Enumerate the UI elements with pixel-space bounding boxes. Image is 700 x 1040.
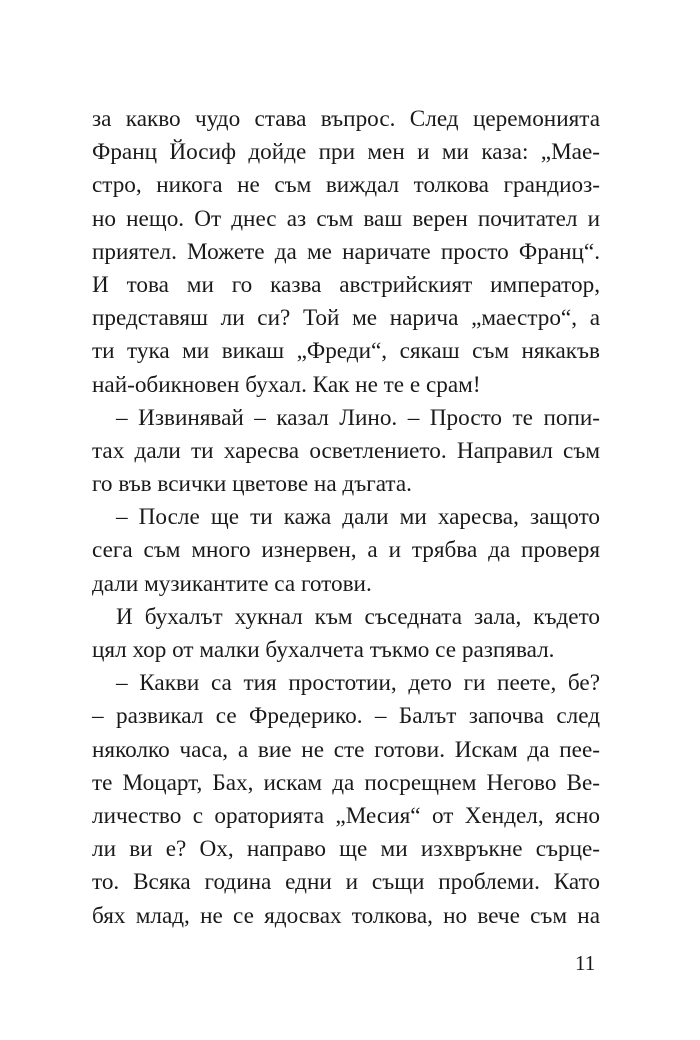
text-line: няколко часа, а вие не сте готови. Искам да пее- (92, 736, 600, 763)
body-text (92, 103, 600, 933)
text-line: – Какви са тия простотии, дето ги пеете, бе? (116, 670, 600, 697)
text-line: приятел. Можете да ме наричате просто Франц“. (92, 238, 600, 265)
text-line: представяш ли си? Той ме нарича „маестро“, а (92, 305, 600, 332)
text-line: Франц Йосиф дойде при мен и ми каза: „Мае- (92, 139, 600, 166)
text-line: цял хор от малки бухалчета тъкмо се разпявал. (92, 637, 555, 663)
text-line: го във всички цветове на дъгата. (92, 471, 412, 498)
text-line: но нещо. От днес аз съм ваш верен почитател и (92, 205, 600, 232)
text-line: И това ми го казва австрийският император, (92, 271, 600, 298)
text-line: те Моцарт, Бах, искам да посрещнем Негово Ве- (92, 769, 600, 796)
text-line: – После ще ти кажа дали ми харесва, защото (116, 504, 600, 531)
text-line: – Извинявай – казал Лино. – Просто те попи- (116, 404, 600, 431)
text-line: И бухалът хукнал към съседната зала, където (116, 603, 600, 630)
text-line: тах дали ти харесва осветлението. Направил съм (92, 437, 600, 464)
text-line: личество с ораторията „Месия“ от Хендел, ясно (92, 802, 600, 829)
text-line: дали музикантите са готови. (92, 570, 372, 597)
text-line: стро, никога не съм виждал толкова грандиоз- (92, 172, 600, 199)
text-line: сега съм много изнервен, а и трябва да проверя (92, 537, 600, 564)
page-number: 11 (575, 951, 596, 975)
text-line: ли ви е? Ох, направо ще ми изхвръкне сърце- (92, 836, 600, 863)
text-line: то. Всяка година едни и същи проблеми. Като (92, 869, 600, 896)
text-line: ти тука ми викаш „Фреди“, сякаш съм някакъв (92, 338, 600, 365)
text-line: – развикал се Фредерико. – Балът започва след (92, 703, 600, 730)
text-line: най-обикновен бухал. Как не те е срам! (92, 371, 481, 398)
text-line: за какво чудо става въпрос. След церемонията (92, 106, 600, 132)
text-line: бях млад, не се ядосвах толкова, но вече съм на (92, 902, 600, 929)
